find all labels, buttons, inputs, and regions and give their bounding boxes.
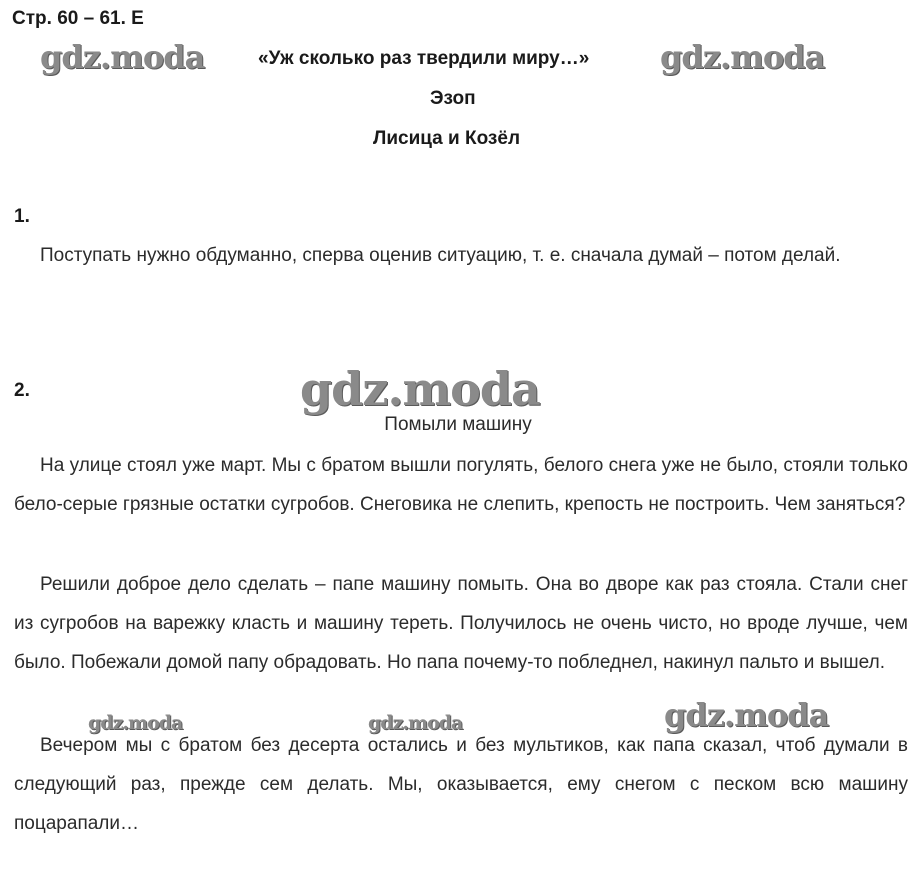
story-paragraph: Вечером мы с братом без десерта остались и без мультиков, как папа сказал, чтоб думали в следующий раз, прежде сем делать. Мы, оказывается, ему снегом с песком всю машину поцарапали… [14, 735, 908, 834]
section-subtitle: «Уж сколько раз твердили миру…» [258, 48, 590, 69]
task-number-2: 2. [14, 380, 30, 401]
watermark-text: gdz.moda [660, 38, 825, 76]
task-number-1: 1. [14, 206, 30, 227]
task-1-answer: Поступать нужно обдуманно, сперва оценив ситуацию, т. е. сначала думай – потом делай. [40, 245, 841, 266]
story-title: Помыли машину [384, 414, 532, 435]
story-paragraph: На улице стоял уже март. Мы с братом вышли погулять, белого снега уже не было, стояли только бело-серые грязные остатки сугробов. Снеговика не слепить, крепость не построить. Чем заняться? [14, 455, 908, 515]
watermark-logo [660, 38, 824, 76]
fable-title: Лисица и Козёл [373, 128, 521, 149]
page-reference: Стр. 60 – 61. Е [12, 8, 144, 29]
watermark-text: gdz.moda [88, 712, 183, 734]
author-name: Эзоп [430, 88, 476, 109]
watermark-text: gdz.moda [40, 38, 205, 76]
story-paragraph: Решили доброе дело сделать – папе машину помыть. Она во дворе как раз стояла. Стали снег из сугробов на варежку класть и машину тереть. Получилось не очень чисто, но вроде лучше, чем было. Побежали домой папу обрадовать. Но папа почему-то побледнел, накинул пальто и вышел. [14, 574, 908, 673]
watermark-text: gdz.moda [300, 362, 540, 416]
watermark-logo [300, 362, 540, 416]
watermark-text: gdz.moda [664, 696, 829, 734]
watermark-text: gdz.moda [368, 712, 463, 734]
watermark-logo [40, 38, 204, 76]
